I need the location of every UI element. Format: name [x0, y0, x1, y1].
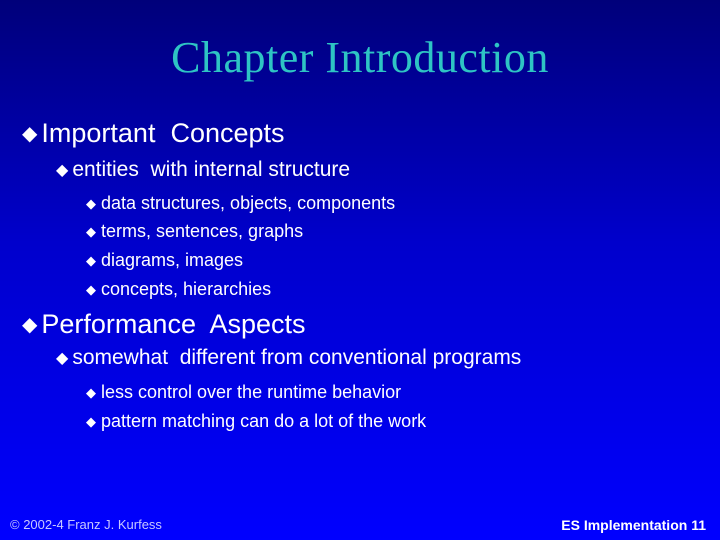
bullet-level3: [86, 221, 303, 242]
diamond-bullet-icon: ◆: [56, 350, 69, 367]
bullet-level1: [22, 118, 285, 149]
bullet-level3: [86, 382, 401, 403]
section-subheading: somewhat different from conventional programs: [72, 346, 522, 369]
diamond-bullet-icon: ◆: [56, 162, 69, 179]
page-label: ES Implementation 11: [561, 517, 706, 533]
section-heading: Important Concepts: [41, 118, 285, 148]
diamond-bullet-icon: ◆: [86, 281, 96, 297]
bullet-level3: [86, 193, 395, 214]
bullet-level2: [56, 158, 350, 182]
list-item: concepts, hierarchies: [101, 279, 272, 299]
slide-title: Chapter Introduction: [171, 33, 549, 82]
copyright-footer: © 2002-4 Franz J. Kurfess: [10, 517, 162, 532]
diamond-bullet-icon: ◆: [86, 195, 96, 211]
list-item: less control over the runtime behavior: [101, 382, 402, 402]
diamond-bullet-icon: ◆: [86, 384, 96, 400]
list-item: data structures, objects, components: [101, 193, 396, 213]
diamond-bullet-icon: ◆: [22, 123, 38, 145]
list-item: diagrams, images: [101, 250, 244, 270]
diamond-bullet-icon: ◆: [86, 223, 96, 239]
list-item: terms, sentences, graphs: [101, 221, 304, 241]
bullet-level3: [86, 250, 243, 271]
bullet-level3: [86, 279, 271, 300]
section-subheading: entities with internal structure: [72, 158, 351, 181]
diamond-bullet-icon: ◆: [86, 252, 96, 268]
list-item: pattern matching can do a lot of the work: [101, 411, 427, 431]
bullet-level3: [86, 411, 426, 432]
section-heading: Performance Aspects: [41, 309, 306, 339]
diamond-bullet-icon: ◆: [22, 314, 38, 336]
bullet-level2: [56, 346, 521, 370]
bullet-level1: [22, 309, 306, 340]
diamond-bullet-icon: ◆: [86, 413, 96, 429]
